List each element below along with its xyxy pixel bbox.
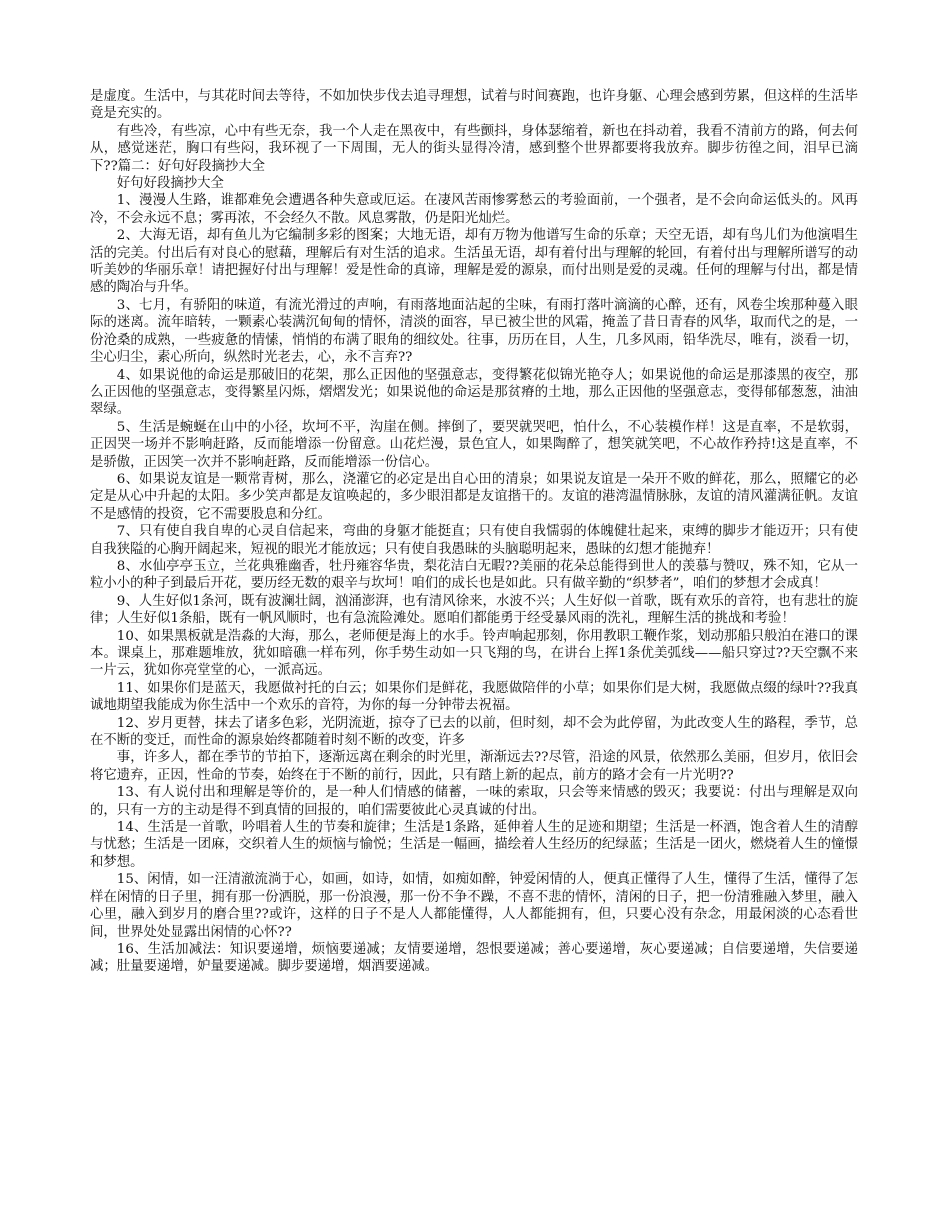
paragraph-item-1: 1、漫漫人生路，谁都难免会遭遇各种失意或厄运。在凄风苦雨惨雾愁云的考验面前，一个强者，是不会向命运低头的。风再冷，不会永远不息；雾再浓，不会经久不散。风息雾散，仍是阳光灿烂。 <box>90 193 858 226</box>
paragraph-item-4: 4、如果说他的命运是那破旧的花架，那么正因他的坚强意志，变得繁花似锦光艳夺人；如果说他的命运是那漆黑的夜空，那么正因他的坚强意志，变得繁星闪烁，熠熠发光；如果说他的命运是那贫瘠的土地，那么正因他的坚强意志，变得郁郁葱葱，油油翠绿。 <box>90 367 858 418</box>
paragraph-item-7: 7、只有使自我自卑的心灵自信起来，弯曲的身躯才能挺直；只有使自我懦弱的体魄健壮起来，束缚的脚步才能迈开；只有使自我狭隘的心胸开阔起来，短视的眼光才能放远；只有使自我愚昧的头脑聪明起来，愚昧的幻想才能抛弃！ <box>90 524 858 557</box>
paragraph-1: 有些冷，有些凉，心中有些无奈，我一个人走在黑夜中，有些颤抖，身体瑟缩着，新也在抖动着，我看不清前方的路，何去何从，感觉迷茫，胸口有些闷，我环视了一下周围，无人的街头显得冷清，感到整个世界都要将我放弃。脚步彷徨之间，泪早已滴下??篇二：好句好段摘抄大全 <box>90 123 858 174</box>
paragraph-item-8: 8、水仙亭亭玉立，兰花典雅幽香，牡丹雍容华贵，梨花洁白无暇??美丽的花朵总能得到世人的羡慕与赞叹，殊不知，它从一粒小小的种子到最后开花，要历经无数的艰辛与坎坷！咱们的成长也是如此。只有做辛勤的“织梦者”，咱们的梦想才会成真！ <box>90 558 858 592</box>
paragraph-item-16: 16、生活加减法：知识要递增，烦恼要递减；友情要递增，怨恨要递减；善心要递增，灰心要递减；自信要递增，失信要递减；肚量要递增，妒量要递减。脚步要递增，烟酒要递减。 <box>90 941 858 975</box>
paragraph-item-3: 3、七月，有骄阳的味道，有流光滑过的声响，有雨落地面沾起的尘味，有雨打落叶滴滴的心醉，还有，风卷尘埃那种蔓入眼际的迷离。流年暗转，一颗素心装满沉甸甸的情怀，清淡的面容，早已被尘世的风霜，掩盖了昔日青春的风华，取而代之的是，一份沧桑的成熟，一些疲惫的情愫，悄悄的布满了眼角的细纹处。往事，历历在目，人生，几多风雨，铅华洗尽，唯有，淡看一切，尘心归尘，素心所向，纵然时光老去，心，永不言弃?? <box>90 297 858 366</box>
paragraph-item-12: 12、岁月更替，抹去了诸多色彩，光阴流逝，掠夺了已去的以前，但时刻，却不会为此停留，为此改变人生的路程，季节，总在不断的变迁，而性命的源泉始终都随着时刻不断的改变，许多 <box>90 715 858 749</box>
paragraph-item-6: 6、如果说友谊是一颗常青树，那么，浇灌它的必定是出自心田的清泉；如果说友谊是一朵开不败的鲜花，那么，照耀它的必定是从心中升起的太阳。多少笑声都是友谊唤起的，多少眼泪都是友谊揩干的。友谊的港湾温情脉脉，友谊的清风灌满征帆。友谊不是感情的投资，它不需要股息和分红。 <box>90 471 858 522</box>
document-page <box>90 88 858 976</box>
paragraph-item-11: 11、如果你们是蓝天，我愿做衬托的白云；如果你们是鲜花，我愿做陪伴的小草；如果你们是大树，我愿做点缀的绿叶??我真诚地期望我能成为你生活中一个欢乐的音符，为你的每一分钟带去祝福。 <box>90 680 858 714</box>
paragraph-item-5: 5、生活是蜿蜒在山中的小径，坎坷不平，沟崖在侧。摔倒了，要哭就哭吧，怕什么，不心装模作样！这是直率，不是软弱，正因哭一场并不影响赶路，反而能增添一份留意。山花烂漫，景色宜人，如果陶醉了，想笑就笑吧，不心故作矜持!这是直率，不是骄傲，正因笑一次并不影响赶路，反而能增添一份信心。 <box>90 419 858 470</box>
paragraph-0: 是虚度。生活中，与其花时间去等待，不如加快步伐去追寻理想，试着与时间赛跑，也许身躯、心理会感到劳累，但这样的生活毕竟是充实的。 <box>90 89 858 122</box>
paragraph-item-2: 2、大海无语，却有鱼儿为它编制多彩的图案；大地无语，却有万物为他谱写生命的乐章；天空无语，却有鸟儿们为他演唱生活的完美。付出后有对良心的慰藉，理解后有对生活的追求。生活虽无语，却有着付出与理解的轮回，有着付出与理解所谱写的动听美妙的华丽乐章！请把握好付出与理解！爱是性命的真谛，理解是爱的源泉，而付出则是爱的灵魂。任何的理解与付出，都是情感的陶冶与升华。 <box>90 228 858 296</box>
paragraph-item-10: 10、如果黑板就是浩淼的大海，那么，老师便是海上的水手。铃声响起那刻，你用教职工鞭作浆，划动那船只般泊在港口的课本。课桌上，那难题堆放，犹如暗礁一样布列，你手势生动如一只飞翔的鸟，在讲台上挥1条优美弧线——船只穿过??天空飘不来一片云，犹如你亮堂堂的心，一派高远。 <box>90 628 858 679</box>
paragraph-item-9: 9、人生好似1条河，既有波澜壮阔，汹涌澎湃，也有清风徐来，水波不兴；人生好似一首歌，既有欢乐的音符，也有悲壮的旋律；人生好似1条船，既有一帆风顺时，也有急流险滩处。愿咱们都能勇于经受暴风雨的洗礼，理解生活的挑战和考验！ <box>90 593 858 627</box>
paragraph-item-14: 14、生活是一首歌，吟唱着人生的节奏和旋律；生活是1条路，延伸着人生的足迹和期望；生活是一杯酒，饱含着人生的清醇与忧愁；生活是一团麻，交织着人生的烦恼与愉悦；生活是一幅画，描绘着人生经历的纪绿蓝；生活是一团火，燃烧着人生的憧憬和梦想。 <box>90 820 858 870</box>
paragraph-item-15: 15、闲情，如一汪清澈流淌于心，如画，如诗，如情，如痴如醉，钟爱闲情的人，便真正懂得了人生，懂得了生活，懂得了怎样在闲情的日子里，拥有那一份洒脱，那一份浪漫，那一份不争不躁，不喜不悲的情怀，清闲的日子，把一份清雅融入梦里，融入心里，融入到岁月的磨合里??或许，这样的日子不是人人都能懂得，人人都能拥有，但，只要心没有杂念，用最闲淡的心态看世间，世界处处显露出闲情的心怀?? <box>90 872 858 940</box>
section-heading: 好句好段摘抄大全 <box>116 176 224 192</box>
paragraph-item-13: 13、有人说付出和理解是等价的，是一种人们情感的储蓄，一味的索取，只会等来情感的毁灭；我要说：付出与理解是双向的，只有一方的主动是得不到真情的回报的，咱们需要彼此心灵真诚的付出。 <box>90 785 858 818</box>
paragraph-item-12-continued: 事，许多人，都在季节的节拍下，逐渐远离在剩余的时光里，渐渐远去??尽管，沿途的风景，依然那么美丽，但岁月，依旧会将它遗弃，正因，性命的节奏，始终在于不断的前行，因此，只有踏上新的起点，前方的路才会有一片光明?? <box>90 750 858 783</box>
